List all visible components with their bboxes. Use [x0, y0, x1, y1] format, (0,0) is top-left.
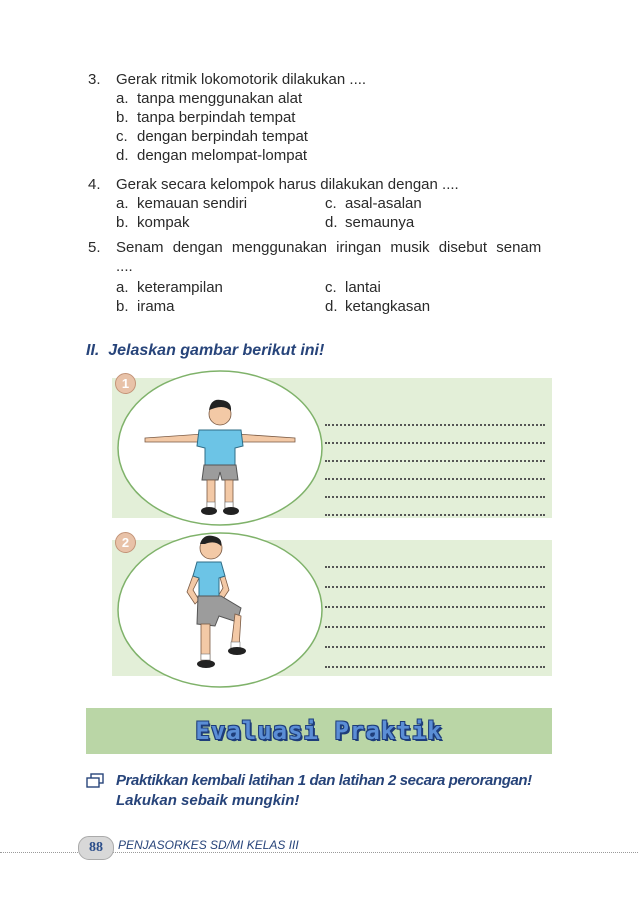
q5-option-letter: a.: [116, 279, 129, 296]
answer-line[interactable]: [325, 406, 545, 426]
question-5-number: 5.: [88, 239, 101, 256]
q3-option-text: dengan melompat-lompat: [137, 147, 308, 164]
question-3-text: Gerak ritmik lokomotorik dilakukan ....: [116, 71, 367, 88]
answer-line[interactable]: [325, 496, 545, 516]
q4-option-text: asal-asalan: [345, 195, 422, 212]
q5-option-letter: c.: [325, 279, 337, 296]
footer-book-title: PENJASORKES SD/MI KELAS III: [118, 838, 299, 852]
q4-option-letter: a.: [116, 195, 129, 212]
question-3-number: 3.: [88, 71, 101, 88]
q3-option-letter: c.: [116, 128, 128, 145]
answer-line[interactable]: [325, 648, 545, 668]
q4-option-text: kompak: [137, 214, 190, 231]
evaluation-instruction-2: Lakukan sebaik mungkin!: [116, 792, 300, 809]
answer-line[interactable]: [325, 588, 545, 608]
evaluation-instruction-1: Praktikkan kembali latihan 1 dan latihan 2 secara perorangan!: [116, 772, 532, 789]
q5-option-text: ketangkasan: [345, 298, 431, 315]
q5-option-text: keterampilan: [137, 279, 223, 296]
answer-line[interactable]: [325, 628, 545, 648]
answer-line[interactable]: [325, 548, 545, 568]
question-4-number: 4.: [88, 176, 101, 193]
evaluation-banner: [86, 708, 552, 754]
q5-option-text: irama: [137, 298, 175, 315]
question-4-text: Gerak secara kelompok harus dilakukan dengan ....: [116, 176, 459, 193]
q3-option-letter: b.: [116, 109, 129, 126]
q3-option-letter: d.: [116, 147, 129, 164]
picture-badge-1: 1: [115, 373, 136, 394]
q5-option-letter: b.: [116, 298, 129, 315]
q5-option-letter: d.: [325, 298, 338, 315]
evaluation-title: Evaluasi Praktik: [195, 717, 443, 745]
answer-line[interactable]: [325, 568, 545, 588]
answer-line[interactable]: [325, 608, 545, 628]
q4-option-text: kemauan sendiri: [137, 195, 248, 212]
q3-option-letter: a.: [116, 90, 129, 107]
checkbox-bullet-icon: [86, 773, 106, 789]
q4-option-text: semaunya: [345, 214, 415, 231]
answer-line[interactable]: [325, 442, 545, 462]
q3-option-text: tanpa menggunakan alat: [137, 90, 303, 107]
q5-option-text: lantai: [345, 279, 381, 296]
q4-option-letter: c.: [325, 195, 337, 212]
question-5-text: Senam dengan menggunakan iringan musik disebut senam: [116, 239, 542, 256]
boy-knee-raise-icon: [115, 530, 325, 690]
section-2-heading: II. Jelaskan gambar berikut ini!: [86, 342, 325, 359]
answer-line[interactable]: [325, 478, 545, 498]
answer-line[interactable]: [325, 424, 545, 444]
picture-badge-2: 2: [115, 532, 136, 553]
q3-option-text: dengan berpindah tempat: [137, 128, 308, 145]
answer-line[interactable]: [325, 460, 545, 480]
q4-option-letter: d.: [325, 214, 338, 231]
question-5-text-cont: ....: [116, 258, 133, 275]
page-number: 88: [78, 836, 114, 860]
q3-option-text: tanpa berpindah tempat: [137, 109, 296, 126]
q4-option-letter: b.: [116, 214, 129, 231]
boy-arms-outstretched-icon: [115, 368, 325, 528]
